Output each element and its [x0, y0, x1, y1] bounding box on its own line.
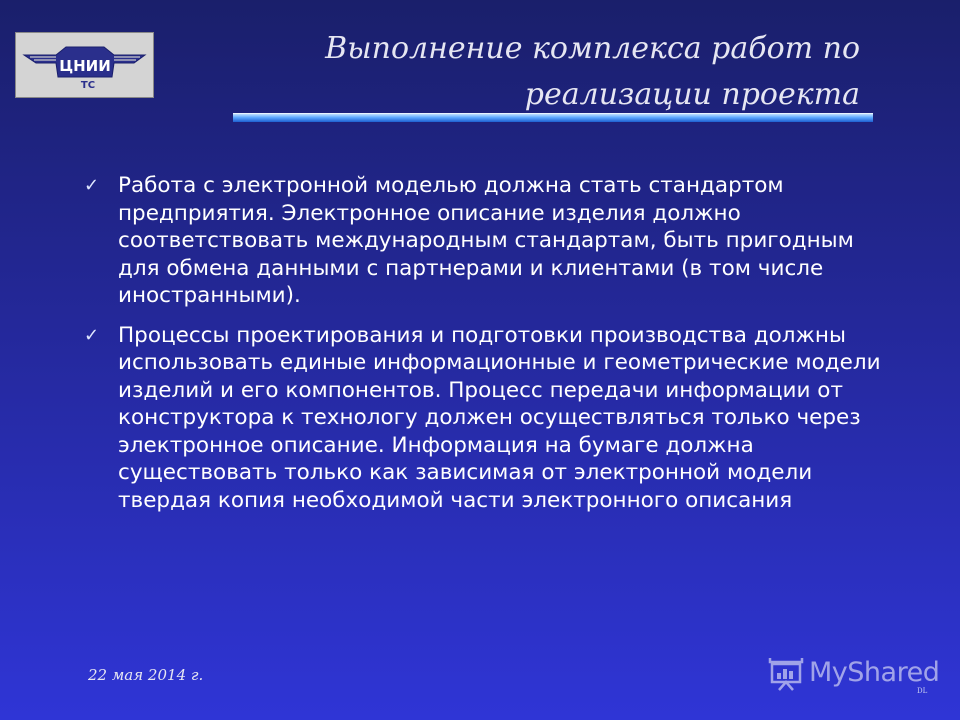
watermark	[767, 654, 940, 694]
presentation-icon	[767, 656, 805, 692]
corner-tag: DL	[917, 687, 928, 695]
bullet-item	[84, 172, 884, 310]
company-logo	[15, 32, 154, 98]
bullet-text: Работа с электронной моделью должна стать стандартом предприятия. Электронное описание изделия должно соответствовать международным стандартам, быть пригодным для обмена данными с партнерами и клиентами (в том числе иностранными).	[118, 173, 854, 308]
bullet-text: Процессы проектирования и подготовки производства должны использовать единые информационные и геометрические модели изделий и его компонентов. Процесс передачи информации от конструктора к технологу должен осуществляться только через электронное описание. Информация на бумаге должна существовать только как зависимая от электронной модели твердая копия необходимой части электронного описания	[118, 322, 881, 513]
checkmark-icon: ✓	[84, 175, 100, 196]
slide-date: 22 мая 2014 г.	[88, 666, 204, 684]
slide-title: Выполнение комплекса работ по реализации проекта	[325, 31, 860, 112]
bullet-list	[84, 172, 884, 526]
checkmark-icon: ✓	[84, 324, 100, 346]
bullet-item	[84, 322, 884, 515]
title-divider	[233, 113, 873, 122]
logo-text: ЦНИИ	[59, 57, 111, 75]
logo-emblem	[16, 33, 153, 97]
logo-subtext: ТС	[80, 80, 96, 91]
watermark-text: MyShared	[809, 657, 940, 688]
